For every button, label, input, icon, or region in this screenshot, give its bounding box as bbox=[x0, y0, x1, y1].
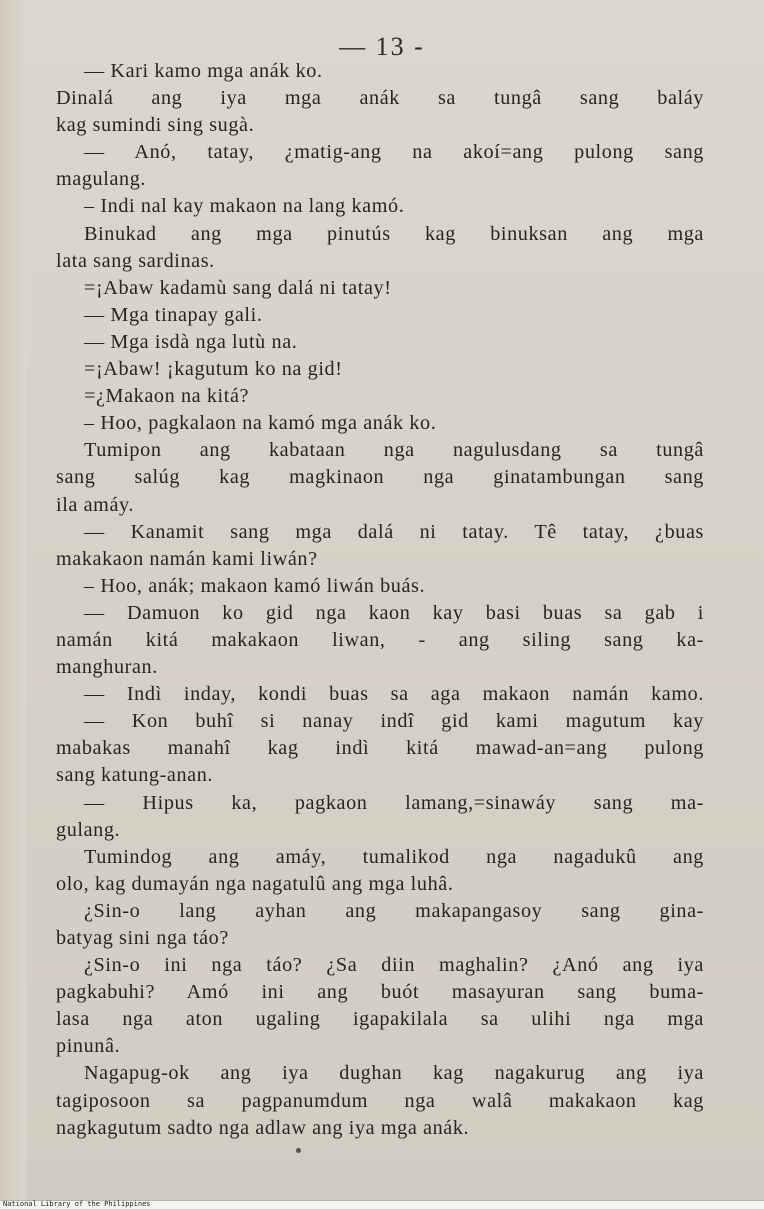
text-line: Binukad ang mga pinutús kag binuksan ang mga bbox=[84, 222, 704, 245]
text-line: =¿Makaon na kitá? bbox=[84, 385, 250, 408]
text-line: magulang. bbox=[56, 168, 147, 191]
text-line: olo, kag dumayán nga nagatulû ang mga luhâ. bbox=[56, 872, 454, 895]
text-line: nagkagutum sadto nga adlaw ang iya mga anák. bbox=[56, 1116, 470, 1139]
text-line: sang salúg kag magkinaon nga ginatambungan sang bbox=[56, 466, 704, 489]
text-line: manghuran. bbox=[56, 656, 158, 679]
text-line: namán kitá makakaon liwan, - ang siling sang ka- bbox=[56, 628, 704, 651]
page-binding-edge bbox=[0, 0, 26, 1200]
text-line: =¡Abaw! ¡kagutum ko na gid! bbox=[84, 358, 343, 381]
text-line: lasa nga aton ugaling igapakilala sa ulihi nga mga bbox=[56, 1008, 704, 1031]
text-line: gulang. bbox=[56, 818, 121, 841]
text-line: ¿Sin-o ini nga táo? ¿Sa diin maghalin? ¿Anó ang iya bbox=[84, 954, 704, 977]
text-line: tagiposoon sa pagpanumdum nga walâ makakaon kag bbox=[56, 1089, 704, 1112]
text-line: – Hoo, anák; makaon kamó liwán buás. bbox=[84, 574, 426, 597]
text-line: lata sang sardinas. bbox=[56, 249, 215, 272]
text-line: kag sumindi sing sugà. bbox=[56, 114, 255, 137]
text-line: — Kon buhî si nanay indî gid kami magutum kay bbox=[84, 710, 704, 733]
text-line: Nagapug-ok ang iya dughan kag nagakurug ang iya bbox=[84, 1062, 704, 1085]
body-text bbox=[56, 58, 704, 1142]
text-line: — Anó, tatay, ¿matig-ang na akoí=ang pulong sang bbox=[84, 141, 704, 164]
page-number: — 13 - bbox=[339, 32, 425, 61]
text-line: Tumipon ang kabataan nga nagulusdang sa tungâ bbox=[84, 439, 704, 462]
text-line: batyag sini nga táo? bbox=[56, 927, 229, 949]
text-line: ila amáy. bbox=[56, 493, 135, 516]
text-line: mabakas manahî kag indì kitá mawad-an=ang pulong bbox=[56, 737, 704, 760]
text-line: =¡Abaw kadamù sang dalá ni tatay! bbox=[84, 276, 392, 299]
text-line: — Damuon ko gid nga kaon kay basi buas sa gab i bbox=[84, 601, 704, 624]
text-line: – Hoo, pagkalaon na kamó mga anák ko. bbox=[84, 412, 437, 435]
text-line: pinunâ. bbox=[56, 1035, 121, 1058]
text-line: makakaon namán kami liwán? bbox=[56, 547, 318, 570]
text-line: — Kanamit sang mga dalá ni tatay. Tê tatay, ¿buas bbox=[84, 520, 704, 543]
text-line: — Mga tinapay gali. bbox=[84, 303, 263, 326]
library-credit: National Library of the Philippines bbox=[3, 1200, 151, 1208]
text-line: sang katung-anan. bbox=[56, 764, 214, 787]
text-line: — Kari kamo mga anák ko. bbox=[84, 60, 323, 82]
text-line: pagkabuhi? Amó ini ang buót masayuran sang buma- bbox=[56, 981, 704, 1004]
ink-dot bbox=[296, 1148, 301, 1153]
text-line: – Indi nal kay makaon na lang kamó. bbox=[84, 195, 405, 218]
text-line: — Hipus ka, pagkaon lamang,=sinawáy sang ma- bbox=[84, 791, 704, 814]
text-line: Tumindog ang amáy, tumalikod nga nagadukû ang bbox=[84, 845, 704, 868]
text-line: Dinalá ang iya mga anák sa tungâ sang baláy bbox=[56, 87, 704, 110]
text-line: — Indì inday, kondi buas sa aga makaon namán kamo. bbox=[84, 683, 704, 706]
text-line: — Mga isdà nga lutù na. bbox=[84, 330, 298, 353]
text-line: ¿Sin-o lang ayhan ang makapangasoy sang gina- bbox=[84, 899, 704, 922]
